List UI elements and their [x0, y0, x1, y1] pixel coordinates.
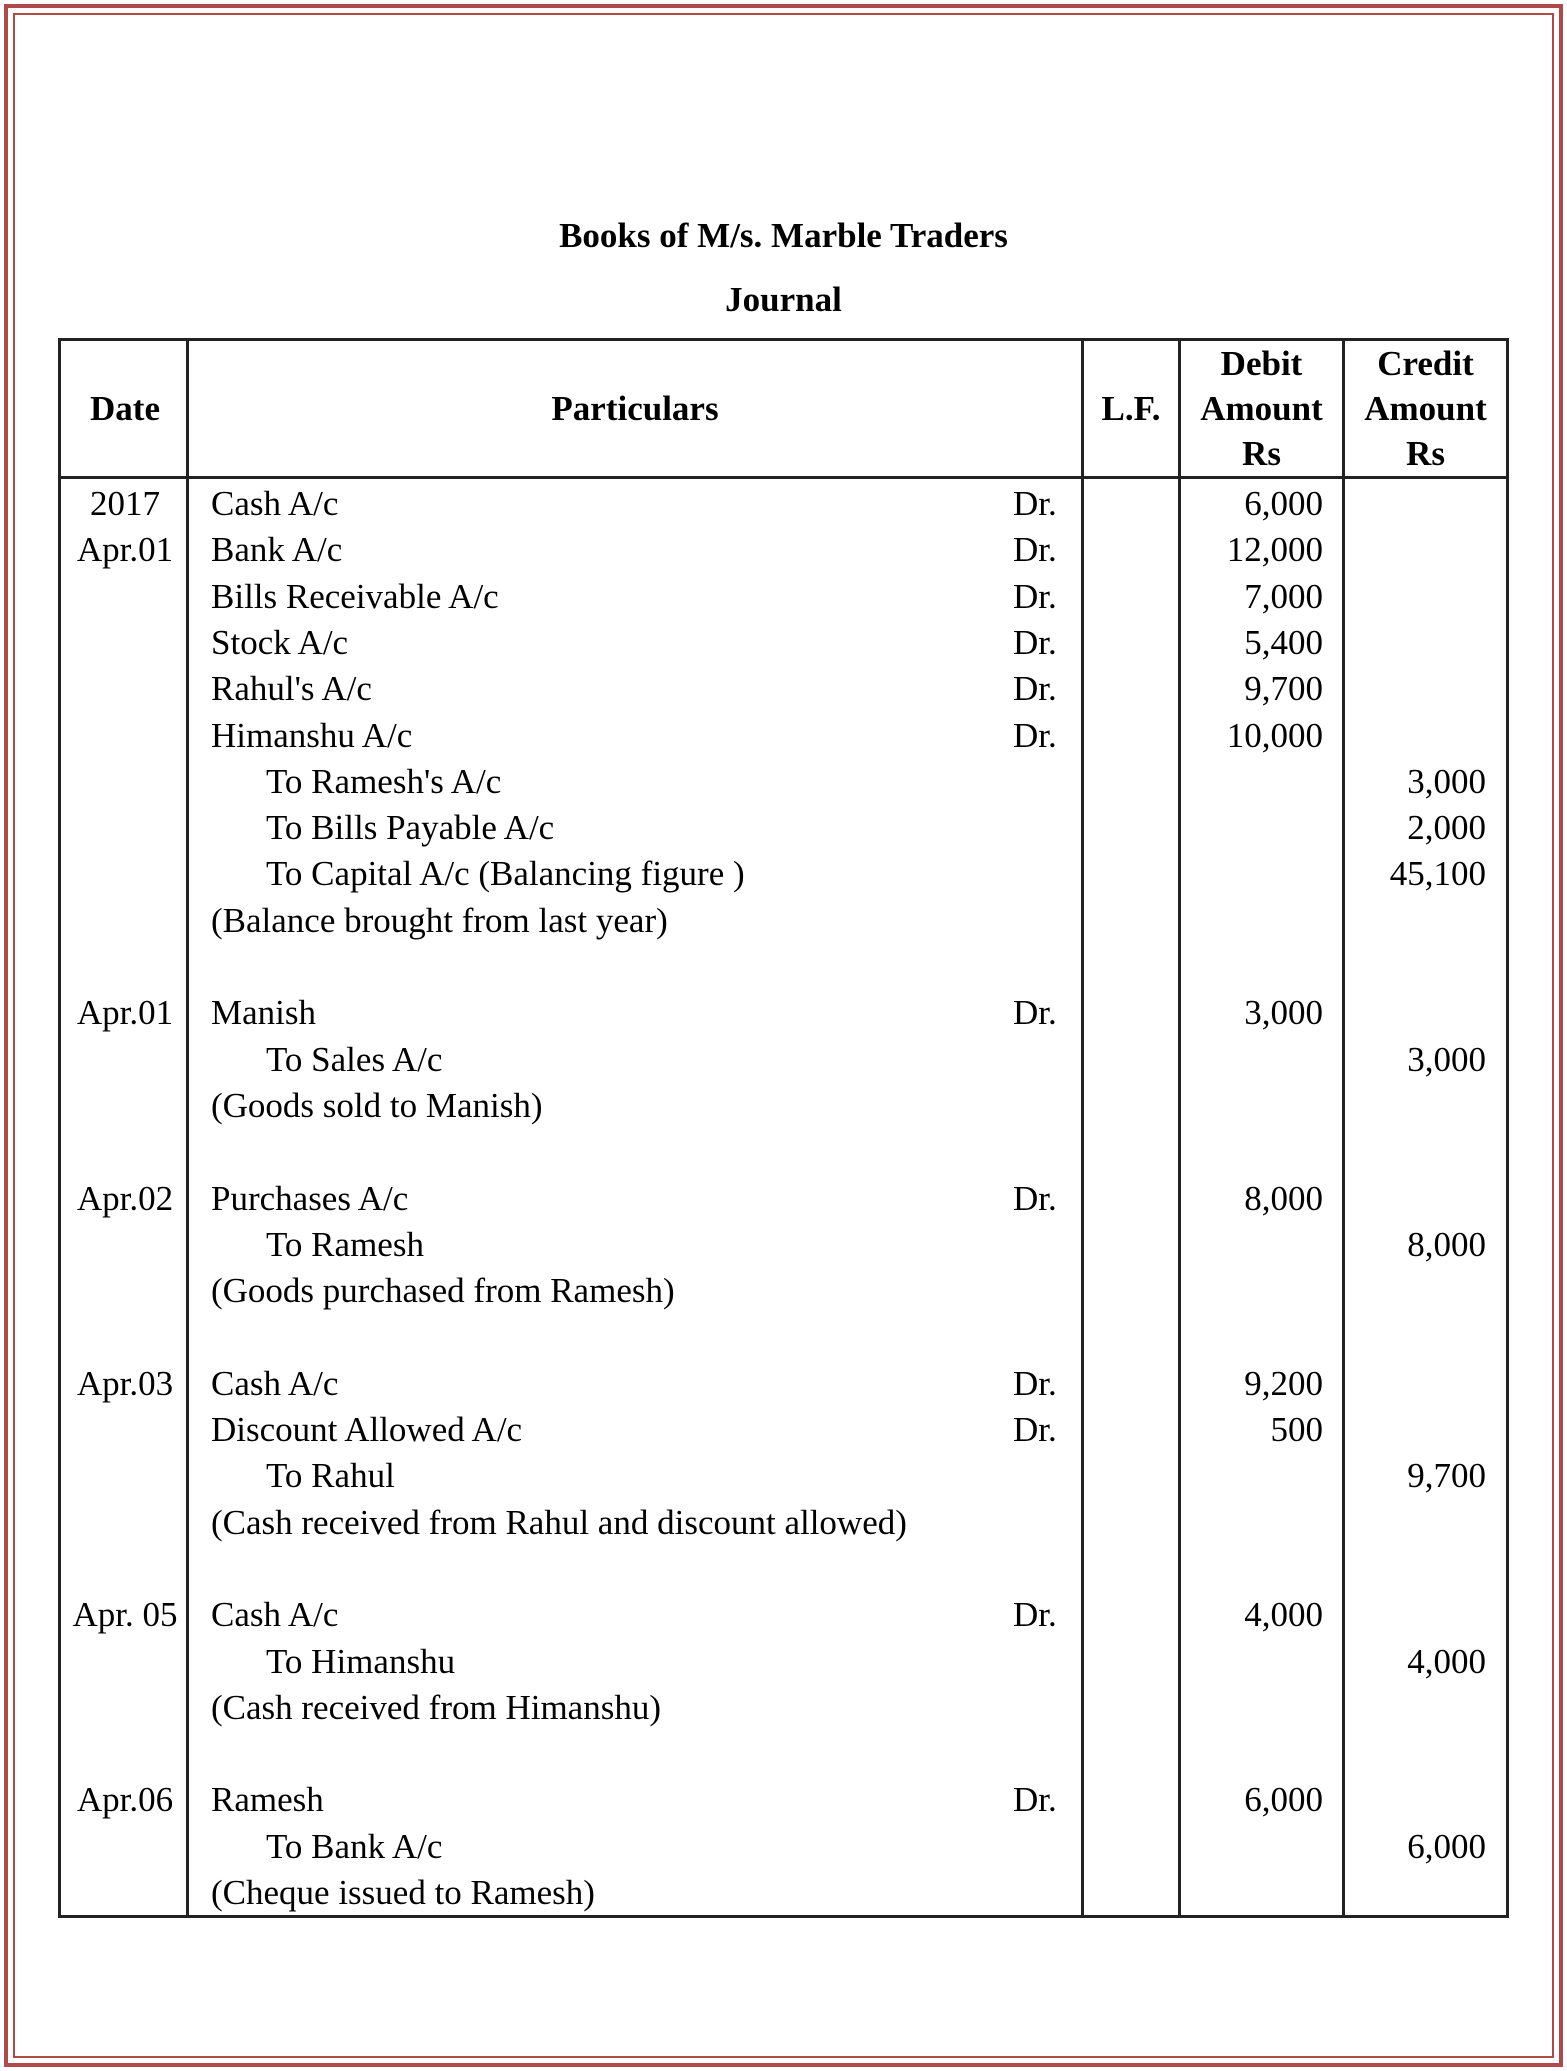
- row-credit-amount: 2,000: [1407, 808, 1486, 848]
- journal-row: [61, 1592, 1506, 1638]
- row-debit-amount: 9,700: [1244, 669, 1323, 709]
- journal-row: [61, 1639, 1506, 1685]
- row-particulars: (Cash received from Rahul and discount allowed): [211, 1502, 907, 1542]
- row-dr-marker: Dr.: [1013, 1363, 1057, 1403]
- row-dr-marker: Dr.: [1013, 993, 1057, 1033]
- header-credit-line: Credit: [1377, 344, 1474, 383]
- row-particulars: Cash A/c: [211, 1595, 339, 1635]
- row-particulars: To Ramesh's A/c: [266, 761, 502, 801]
- header-debit-line: Debit: [1220, 344, 1303, 383]
- journal-row: [61, 1129, 1506, 1175]
- header-debit: [1181, 341, 1342, 476]
- header-debit-line: Rs: [1242, 434, 1281, 473]
- row-debit-amount: 6,000: [1244, 484, 1323, 523]
- journal-row: [61, 898, 1506, 944]
- row-credit-amount: 9,700: [1407, 1456, 1486, 1496]
- row-debit-amount: 7,000: [1244, 576, 1323, 616]
- journal-row: [61, 1407, 1506, 1453]
- row-particulars: Bank A/c: [211, 530, 343, 570]
- journal-row: [61, 481, 1506, 527]
- journal-row: [61, 620, 1506, 666]
- row-particulars: Cash A/c: [211, 1363, 339, 1403]
- journal-row: [61, 851, 1506, 897]
- row-dr-marker: Dr.: [1013, 484, 1057, 523]
- row-debit-amount: 3,000: [1244, 993, 1323, 1033]
- row-particulars: To Himanshu: [266, 1641, 456, 1681]
- header-date: [61, 341, 189, 476]
- row-date: Apr.03: [76, 1363, 174, 1403]
- header-credit: [1345, 341, 1506, 476]
- row-particulars: To Capital A/c (Balancing figure ): [266, 854, 745, 894]
- row-particulars: (Cash received from Himanshu): [211, 1687, 661, 1727]
- journal-row: [61, 527, 1506, 573]
- row-dr-marker: Dr.: [1013, 669, 1057, 709]
- journal-row: [61, 1546, 1506, 1592]
- header-credit-line: Amount: [1364, 389, 1487, 428]
- header-particulars: [189, 341, 1081, 476]
- row-particulars: Bills Receivable A/c: [211, 576, 499, 616]
- journal-row: [61, 944, 1506, 990]
- journal-row: [61, 1314, 1506, 1360]
- row-debit-amount: 8,000: [1244, 1178, 1323, 1218]
- journal-row: [61, 1453, 1506, 1499]
- header-date-label: Date: [90, 389, 160, 428]
- journal-row: [61, 1500, 1506, 1546]
- header-credit-line: Rs: [1406, 434, 1445, 473]
- row-date: Apr.01: [76, 530, 174, 570]
- row-debit-amount: 10,000: [1226, 715, 1323, 755]
- row-particulars: (Goods purchased from Ramesh): [211, 1271, 675, 1311]
- row-particulars: (Balance brought from last year): [211, 900, 668, 940]
- row-particulars: To Bank A/c: [266, 1826, 443, 1866]
- journal-row: [61, 805, 1506, 851]
- journal-row: [61, 1824, 1506, 1870]
- row-particulars: (Cheque issued to Ramesh): [211, 1873, 595, 1912]
- journal-row: [61, 1176, 1506, 1222]
- journal-row: [61, 1222, 1506, 1268]
- row-particulars: (Goods sold to Manish): [211, 1085, 543, 1125]
- row-debit-amount: 5,400: [1244, 622, 1323, 662]
- row-particulars: To Sales A/c: [266, 1039, 443, 1079]
- row-dr-marker: Dr.: [1013, 530, 1057, 570]
- header-lf-label: L.F.: [1101, 389, 1161, 428]
- journal-row: [61, 759, 1506, 805]
- row-credit-amount: 4,000: [1407, 1641, 1486, 1681]
- row-particulars: Discount Allowed A/c: [211, 1410, 523, 1449]
- row-dr-marker: Dr.: [1013, 1780, 1057, 1820]
- row-dr-marker: Dr.: [1013, 1178, 1057, 1218]
- row-particulars: To Rahul: [266, 1456, 395, 1496]
- journal-row: [61, 1268, 1506, 1314]
- journal-row: [61, 1083, 1506, 1129]
- row-particulars: Ramesh: [211, 1780, 324, 1820]
- row-debit-amount: 9,200: [1244, 1363, 1323, 1403]
- row-credit-amount: 8,000: [1407, 1224, 1486, 1264]
- row-debit-amount: 12,000: [1226, 530, 1323, 570]
- journal-row: [61, 990, 1506, 1036]
- journal-row: [61, 1870, 1506, 1916]
- row-dr-marker: Dr.: [1013, 622, 1057, 662]
- journal-row: [61, 1731, 1506, 1777]
- journal-row: [61, 1037, 1506, 1083]
- row-particulars: Cash A/c: [211, 484, 339, 523]
- document-subtitle: Journal: [725, 280, 842, 319]
- header-particulars-label: Particulars: [551, 389, 719, 428]
- row-particulars: To Bills Payable A/c: [266, 808, 555, 848]
- row-dr-marker: Dr.: [1013, 1410, 1057, 1449]
- row-particulars: Purchases A/c: [211, 1178, 409, 1218]
- row-date: Apr.06: [76, 1780, 174, 1820]
- document-title: Books of M/s. Marble Traders: [559, 216, 1008, 255]
- row-date: Apr.02: [76, 1178, 174, 1218]
- row-particulars: Himanshu A/c: [211, 715, 413, 755]
- row-credit-amount: 3,000: [1407, 1039, 1486, 1079]
- row-particulars: Manish: [211, 993, 316, 1033]
- row-credit-amount: 6,000: [1407, 1826, 1486, 1866]
- row-particulars: To Ramesh: [266, 1224, 424, 1264]
- journal-table: [58, 338, 1509, 1918]
- row-debit-amount: 6,000: [1244, 1780, 1323, 1820]
- row-particulars: Stock A/c: [211, 622, 349, 662]
- journal-row: [61, 713, 1506, 759]
- header-divider: [61, 476, 1506, 479]
- journal-row: [61, 1685, 1506, 1731]
- row-dr-marker: Dr.: [1013, 576, 1057, 616]
- journal-row: [61, 1361, 1506, 1407]
- row-debit-amount: 4,000: [1244, 1595, 1323, 1635]
- row-date: Apr. 05: [72, 1595, 178, 1635]
- row-dr-marker: Dr.: [1013, 715, 1057, 755]
- row-particulars: Rahul's A/c: [211, 669, 372, 709]
- row-credit-amount: 3,000: [1407, 761, 1486, 801]
- journal-row: [61, 574, 1506, 620]
- row-dr-marker: Dr.: [1013, 1595, 1057, 1635]
- header-lf: [1084, 341, 1178, 476]
- row-date: Apr.01: [76, 993, 174, 1033]
- journal-row: [61, 1777, 1506, 1823]
- header-debit-line: Amount: [1200, 389, 1323, 428]
- journal-row: [61, 666, 1506, 712]
- row-credit-amount: 45,100: [1389, 854, 1486, 894]
- row-debit-amount: 500: [1270, 1410, 1323, 1449]
- row-date: 2017: [90, 484, 160, 523]
